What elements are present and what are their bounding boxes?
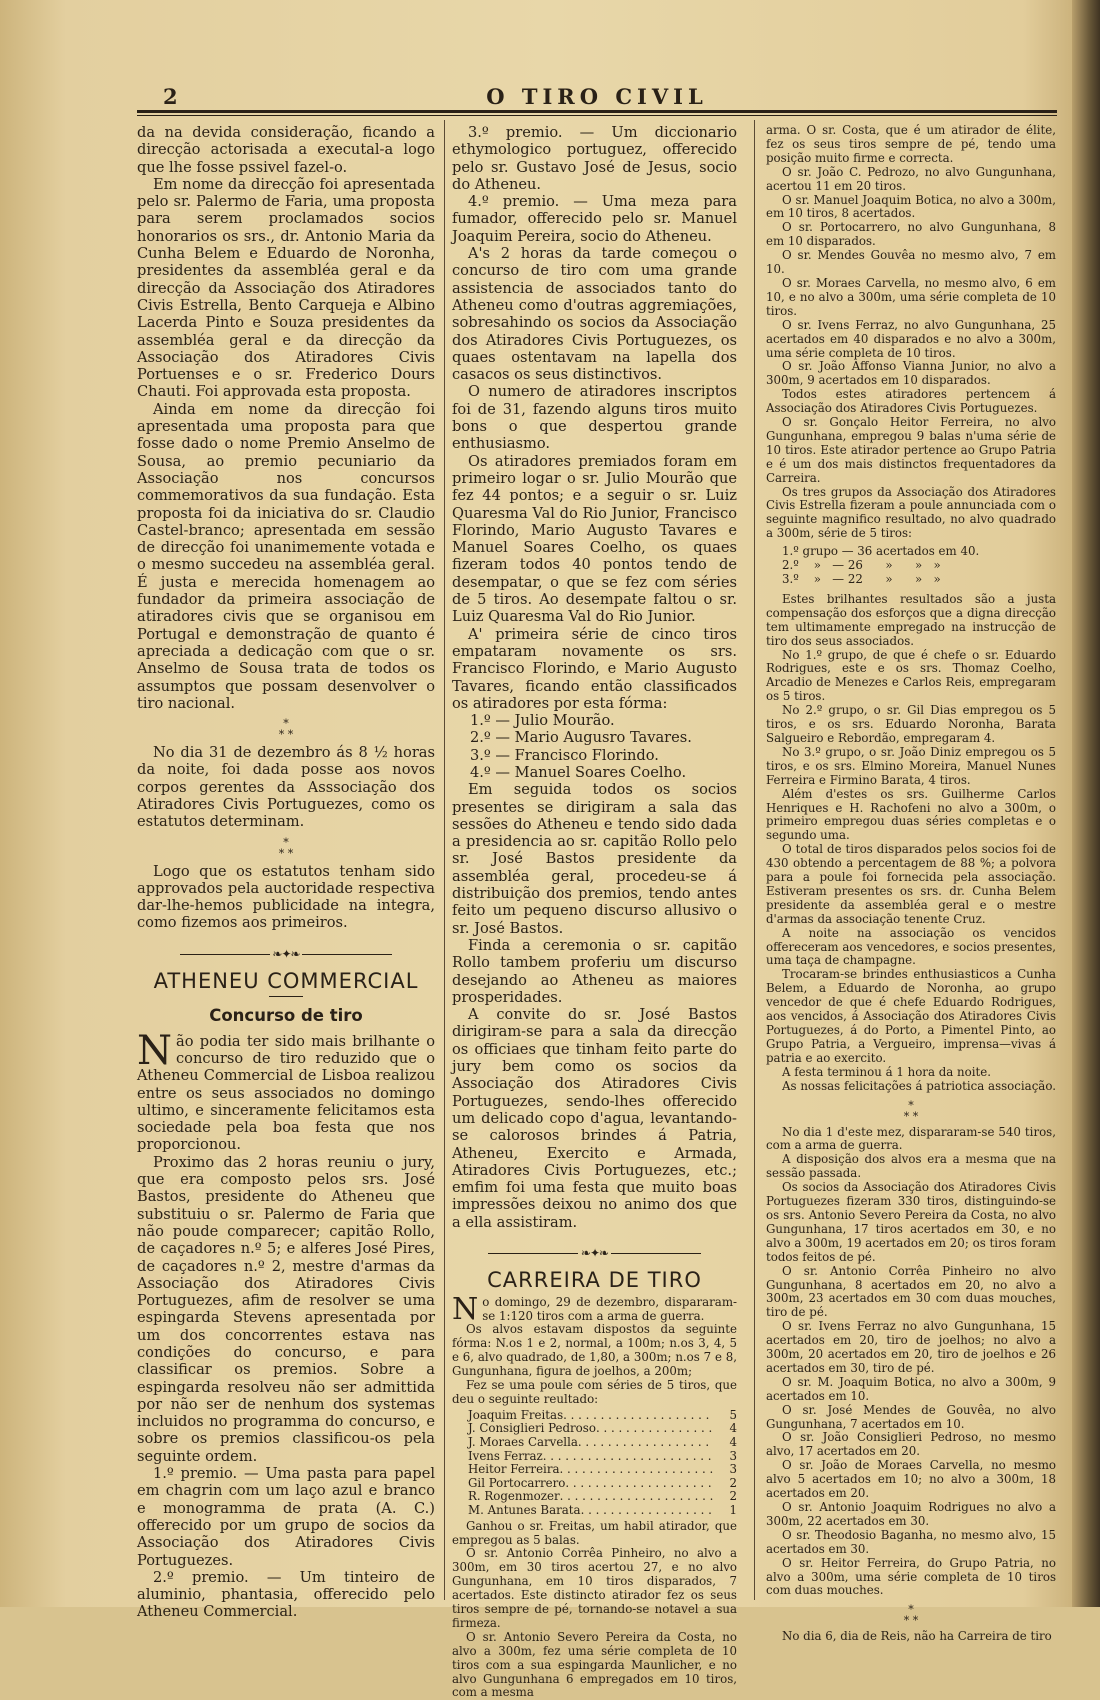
page-edge [1072, 0, 1100, 1607]
paragraph: O sr. Antonio Joaquim Rodrigues no alvo a 300m, 22 acertados em 30. [766, 1500, 1056, 1528]
header-rule [137, 110, 1057, 113]
paragraph: Todos estes atiradores pertencem á Associação dos Atiradores Civis Portuguezes. [766, 387, 1056, 416]
header-rule-thin [137, 115, 1057, 116]
list-item: 2.º » — 26 » » » [782, 558, 941, 573]
paragraph: No domingo, 29 de dezembro, dispararam-se 1:120 tiros com a arma de guerra. [452, 1291, 737, 1327]
paragraph: O sr. João Consiglieri Pedroso, no mesmo alvo, 17 acertados em 20. [766, 1430, 1056, 1459]
column-3 [766, 124, 1056, 1644]
paragraph: Proximo das 2 horas reuniu o jury, que era composto pelos srs. José Bastos, presidente do Atheneu que substituiu o sr. Palermo de Faria que não poude comparecer; capitão Rollo, de caçadores n.º 5; e alferes José Pires, de caçadores n.º 2, mestre d'armas da Associação dos Atiradores Civis Portuguezes, afim de resolver se uma espingarda Stevens apresentada por um dos concorrentes estava nas condições do concurso, e para classificar os premios. Sobre a espingarda resolveu não ser admittida por não ser de nenhum dos systemas incluidos no programma do concurso, e sobre os premios classificou-os pela seguinte ordem. [137, 1153, 435, 1465]
asterism: * * * [278, 717, 294, 742]
ornament-divider: ❧✦❧ [137, 946, 435, 963]
paragraph: No dia 31 de dezembro ás 8 ½ horas da noite, foi dada posse aos novos corpos gerentes da Asssociação dos Atiradores Civis Portuguezes, como os estatutos determinam. [137, 744, 435, 831]
list-item: 3.º » — 22 » » » [782, 572, 941, 586]
table-row: Joaquim Freitas . . . 5 [468, 1409, 737, 1423]
page-header [137, 84, 1057, 108]
paragraph: No 1.º grupo, de que é chefe o sr. Eduardo Rodrigues, este e os srs. Thomaz Coelho, Arcadio de Menezes e Carlos Reis, empregaram os 5 tiros. [766, 647, 1056, 704]
drop-cap: N [137, 1027, 172, 1074]
drop-cap: N [452, 1291, 479, 1327]
paragraph: A noite na associação os vencidos offereceram aos vencedores, e socios presentes, uma taça de champagne. [766, 925, 1056, 968]
paragraph: 3.º premio. — Um diccionario ethymologico portuguez, offerecido pelo sr. Gustavo José de Jesus, socio do Atheneu. [452, 124, 737, 193]
paragraph: No dia 6, dia de Reis, não ha Carreira de tiro [782, 1629, 1052, 1644]
paragraph: 4.º premio. — Uma meza para fumador, offerecido pelo sr. Manuel Joaquim Pereira, socio do Atheneu. [452, 193, 737, 245]
paragraph: A's 2 horas da tarde começou o concurso de tiro com uma grande assistencia de associados tanto do Atheneu como d'outras aggremiações, sobresahindo os socios da Associação dos Atiradores Civis Portuguezes, os quaes ostentavam na lapella dos casacos os seus distinctivos. [452, 245, 737, 384]
paragraph: O sr. Antonio Corrêa Pinheiro, no alvo a 300m, em 30 tiros acertou 27, e no alvo Gungunhana, em 10 tiros disparados, 7 acertados. Este distincto atirador fez os seus tiros sempre de pé, tornando-se notavel a sua firmeza. [452, 1546, 737, 1630]
ranking-list [452, 712, 737, 781]
paragraph: O sr. Gonçalo Heitor Ferreira, no alvo Gungunhana, empregou 9 balas n'uma série de 10 tiros. Este atirador pertence ao Grupo Patria e é um dos mais distinctos frequentadores da Carreira. [766, 415, 1056, 485]
paragraph: No 2.º grupo, o sr. Gil Dias empregou os 5 tiros, e os srs. Eduardo Noronha, Barata Salgueiro e Rebordão, empregaram 4. [766, 703, 1056, 745]
short-rule [269, 996, 303, 997]
paragraph: As nossas felicitações á patriotica associação. [782, 1078, 1056, 1093]
paragraph: A convite do sr. José Bastos dirigiram-se para a sala da direcção os officiaes que tinham feito parte do jury bem como os socios da Associação dos Atiradores Civis Portuguezes, sendo-lhes offerecido um delicado copo d'agua, levantando-se calorosos brindes á Patria, Atheneu, Exercito e Armada, Atiradores Civis Portuguezes, etc.; emfim foi uma festa que muito boas impressões deixou no animo dos que a ella assistiram. [452, 1006, 737, 1231]
paragraph: da na devida consideração, ficando a direcção actorisada a executal-a logo que lhe fosse pssivel fazel-o. [137, 124, 435, 176]
paragraph: Trocaram-se brindes enthusiasticos a Cunha Belem, a Eduardo de Noronha, ao grupo vencedor de que é chefe Eduardo Rodrigues, aos vencidos, á Associação dos Atiradores Civis Portuguezes, á do Porto, a Pimentel Pinto, ao Grupo Patria, a Vergueiro, imprensa—vivas á patria e ao exercito. [766, 967, 1056, 1065]
column-2 [452, 124, 737, 1700]
column-1 [137, 124, 435, 1621]
list-item: 1.º — Julio Mourão. [470, 712, 615, 730]
paragraph: Logo que os estatutos tenham sido approvados pela auctoridade respectiva dar-lhe-hemos publicidade na integra, como fizemos aos primeiros. [137, 862, 435, 932]
scores-table [468, 1409, 737, 1518]
table-row: R. Rogenmozer . . . 2 [468, 1490, 737, 1504]
table-row: M. Antunes Barata . . . 1 [468, 1504, 737, 1518]
masthead: O TIRO CIVIL [486, 84, 708, 109]
column-divider [754, 120, 755, 1600]
article-subtitle: Concurso de tiro [209, 1006, 363, 1026]
asterism: * * * [278, 835, 294, 860]
paragraph: 1.º premio. — Uma pasta para papel em chagrin com um laço azul e branco e monogramma de prata (A. C.) offerecido por um grupo de socios da Associação dos Atiradores Civis Portuguezes. [137, 1465, 435, 1569]
paragraph: O sr. Heitor Ferreira, do Grupo Patria, no alvo a 300m, uma série completa de 10 tiros com duas mouches. [766, 1555, 1056, 1598]
paragraph: O sr. Moraes Carvella, no mesmo alvo, 6 em 10, e no alvo a 300m, uma série completa de 10 tiros. [766, 275, 1056, 318]
paragraph: O sr. Manuel Joaquim Botica, no alvo a 300m, em 10 tiros, 8 acertados. [766, 192, 1056, 221]
paragraph: 2.º premio. — Um tinteiro de aluminio, phantasia, offerecido pelo Atheneu Commercial. [137, 1568, 435, 1621]
paragraph: O sr. João C. Pedrozo, no alvo Gungunhana, acertou 11 em 20 tiros. [766, 164, 1056, 193]
paragraph: O sr. Ivens Ferraz no alvo Gungunhana, 15 acertados em 20, tiro de joelhos; no alvo a 300m, 20 acertados em 20, tiro de joelhos e 26 acertados em 30, tiro de pé. [766, 1319, 1056, 1375]
paragraph: Os socios da Associação dos Atiradores Civis Portuguezes fizeram 330 tiros, distinguindo-se os srs. Antonio Severo Pereira da Costa, no alvo Gungunhana, 17 tiros acertados em 30, e no alvo a 300m, 19 acertados em 20; os tiros foram todos feitos de pé. [766, 1180, 1056, 1264]
paragraph: O sr. José Mendes de Gouvêa, no alvo Gungunhana, 7 acertados em 10. [766, 1402, 1056, 1431]
paragraph: Em nome da direcção foi apresentada pelo sr. Palermo de Faria, uma proposta para serem proclamados socios honorarios os srs., dr. Antonio Maria da Cunha Belem e Eduardo de Noronha, presidentes da assembléa geral e da direcção da Associação dos Atiradores Civis Estrella, Bento Carqueja e Albino Lacerda Pinto e Souza presidentes da assembléa geral e da direcção da Associação dos Atiradores Civis Portuenses e o sr. Frederico Dours Chauti. Foi approvada esta proposta. [137, 175, 435, 401]
table-row: Gil Portocarrero . . . 2 [468, 1477, 737, 1491]
paragraph: A' primeira série de cinco tiros empataram novamente os srs. Francisco Florindo, e Mario Augusto Tavares, ficando então classificados os atiradores por esta fórma: [452, 625, 737, 712]
paragraph: Estes brilhantes resultados são a justa compensação dos esforços que a digna direcção tem ultimamente empregado na instrucção de tiro dos seus associados. [766, 591, 1056, 648]
paragraph: Além d'estes os srs. Guilherme Carlos Henriques e H. Rachofeni no alvo a 300m, o primeiro empregou duas séries completas e o segundo uma. [766, 786, 1056, 843]
table-row: Heitor Ferreira . . . 3 [468, 1463, 737, 1477]
paragraph: O sr. Mendes Gouvêa no mesmo alvo, 7 em 10. [766, 248, 1056, 277]
asterism: * * * [903, 1603, 919, 1628]
paragraph: O sr. Ivens Ferraz, no alvo Gungunhana, 25 acertados em 40 disparados e no alvo a 300m, uma série completa de 10 tiros. [766, 317, 1056, 360]
section-title: CARREIRA DE TIRO [487, 1268, 702, 1293]
ornament-divider: ❧✦❧ [452, 1245, 737, 1262]
column-divider [444, 120, 445, 1600]
paragraph: A festa terminou á 1 hora da noite. [782, 1064, 992, 1079]
group-results [782, 545, 1056, 587]
section-title: ATHENEU COMMERCIAL [153, 969, 419, 994]
table-row: J. Consiglieri Pedroso . . . 4 [468, 1422, 737, 1436]
paragraph: O sr. Antonio Corrêa Pinheiro no alvo Gungunhana, 8 acertados em 20, no alvo a 300m, 23 acertados em 30 com duas mouches, tiro de pé. [766, 1263, 1056, 1320]
paragraph: Ainda em nome da direcção foi apresentada uma proposta para que fosse dado o nome Premio Anselmo de Sousa, ao premio pecuniario da Associação nos concursos commemorativos da sua fundação. Esta proposta foi da iniciativa do sr. Claudio Castel-branco; apresentada em sessão de direcção foi unanimemente votada e o mesmo succedeu na assembléa geral. É justa e merecida homenagem ao fundador da primeira associação de atiradores civis que se organisou em Portugal e demonstração de quanto é apreciada a dedicação com que o sr. Anselmo de Sousa trata de todos os assumptos que possam desenvolver o tiro nacional. [137, 400, 435, 712]
paragraph: O sr. João Affonso Vianna Junior, no alvo a 300m, 9 acertados em 10 disparados. [766, 359, 1056, 388]
paragraph: Os atiradores premiados foram em primeiro logar o sr. Julio Mourão que fez 44 pontos; e a seguir o sr. Luiz Quaresma Val do Rio Junior, Francisco Florindo, Mario Augusto Tavares e Manuel Soares Coelho, os quaes fizeram todos 40 pontos tendo de desempatar, o que se fez com séries de 5 tiros. Ao desempate faltou o sr. Luiz Quaresma Val do Rio Junior. [452, 452, 737, 626]
table-row: Ivens Ferraz . . . 3 [468, 1450, 737, 1464]
paragraph: No dia 1 d'este mez, dispararam-se 540 tiros, com a arma de guerra. [766, 1124, 1056, 1153]
paragraph: O numero de atiradores inscriptos foi de 31, fazendo alguns tiros muito bons o que despertou grande enthusiasmo. [452, 383, 737, 453]
paragraph: O sr. Theodosio Baganha, no mesmo alvo, 15 acertados em 30. [766, 1527, 1056, 1556]
paragraph: Os tres grupos da Associação dos Atiradores Civis Estrella fizeram a poule annunciada com o seguinte magnifico resultado, no alvo quadrado a 300m, série de 5 tiros: [766, 484, 1056, 541]
list-item: 1.º grupo — 36 acertados em 40. [782, 544, 980, 559]
list-item: 2.º — Mario Augusro Tavares. [470, 729, 692, 747]
paragraph: O sr. Antonio Severo Pereira da Costa, no alvo a 300m, fez uma série completa de 10 tiros com a sua espingarda Maunlicher, e no alvo Gungunhana 6 empregados em 10 tiros, com a mesma [452, 1629, 737, 1700]
list-item: 4.º — Manuel Soares Coelho. [470, 763, 687, 781]
paragraph: Fez se uma poule com séries de 5 tiros, que deu o seguinte reultado: [452, 1378, 737, 1406]
table-row: J. Moraes Carvella . . . 4 [468, 1436, 737, 1450]
paragraph: O sr. João de Moraes Carvella, no mesmo alvo 5 acertados em 10; no alvo a 300m, 18 acertados em 20. [766, 1458, 1056, 1501]
paragraph: Finda a ceremonia o sr. capitão Rollo tambem proferiu um discurso desejando ao Atheneu as maiores prosperidades. [452, 936, 737, 1006]
asterism: * * * [903, 1098, 919, 1123]
page-number: 2 [163, 84, 178, 109]
paragraph: Os alvos estavam dispostos da seguinte fórma: N.os 1 e 2, normal, a 100m; n.os 3, 4, 5 e 6, alvo quadrado, de 1,80, a 300m; n.os 7 e 8, Gungunhana, figura de joelhos, a 200m; [452, 1322, 737, 1379]
paragraph: arma. O sr. Costa, que é um atirador de élite, fez os seus tiros sempre de pé, tendo uma posição muito firme e correcta. [766, 123, 1056, 165]
paragraph: A disposição dos alvos era a mesma que na sessão passada. [766, 1152, 1056, 1181]
list-item: 3.º — Francisco Florindo. [470, 746, 659, 764]
paragraph: O sr. M. Joaquim Botica, no alvo a 300m, 9 acertados em 10. [766, 1374, 1056, 1403]
paragraph: Não podia ter sido mais brilhante o concurso de tiro reduzido que o Atheneu Commercial de Lisboa realizou entre os seus associados no domingo ultimo, e sinceramente felicitamos esta sociedade pela boa festa que nos proporcionou. [137, 1027, 435, 1154]
paragraph: No 3.º grupo, o sr. João Diniz empregou os 5 tiros, e os srs. Elmino Moreira, Manuel Nunes Ferreira e Firmino Barata, 4 tiros. [766, 744, 1056, 787]
paragraph: O sr. Portocarrero, no alvo Gungunhana, 8 em 10 disparados. [766, 220, 1056, 249]
article-body [452, 1291, 737, 1700]
paragraph: Em seguida todos os socios presentes se dirigiram a sala das sessões do Atheneu e tendo sido dada a presidencia ao sr. capitão Rollo pelo sr. José Bastos presidente da assembléa geral, procedeu-se á distribuição dos premios, tendo antes feito um pequeno discurso allusivo o sr. José Bastos. [452, 781, 737, 937]
paragraph: Ganhou o sr. Freitas, um habil atirador, que empregou as 5 balas. [452, 1518, 737, 1547]
paragraph: O total de tiros disparados pelos socios foi de 430 obtendo a percentagem de 88 %; a polvora para a poule foi fornecida pela associação. Estiveram presentes os srs. dr. Cunha Belem presidente da assembléa geral e o mestre d'armas da associação tenente Cruz. [766, 842, 1056, 926]
